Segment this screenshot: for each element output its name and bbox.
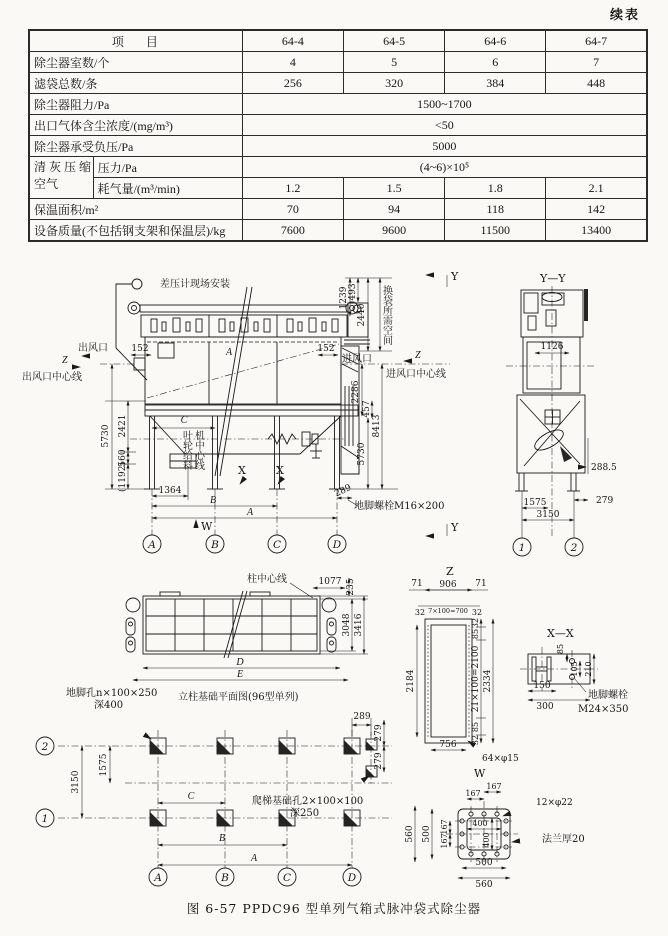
- dim-85-a: 85: [471, 628, 480, 640]
- cell: 118: [445, 199, 546, 220]
- dim-457: 457: [362, 400, 372, 418]
- dim-152-left: 152: [131, 344, 149, 354]
- dim-105: 105: [570, 661, 579, 677]
- anchor-hole-note: 地脚孔n×100×250: [66, 688, 158, 699]
- dim-5730-left: 5730: [101, 424, 111, 448]
- feeder-centerline-2: 机中心线: [192, 430, 204, 470]
- cell: 7600: [242, 220, 343, 242]
- dim-493: 493: [348, 283, 358, 301]
- cell: 13400: [546, 220, 647, 242]
- dim-1126: 1126: [540, 342, 564, 352]
- dim-C-found: C: [187, 791, 195, 802]
- cell: 2.1: [546, 178, 647, 199]
- yy-title: Y—Y: [540, 272, 566, 285]
- w-detail-view: [405, 767, 585, 890]
- inlet-centerline-label: 进风口中心线: [386, 369, 446, 380]
- dim-71-right: 71: [475, 579, 487, 589]
- dim-300: 300: [536, 702, 554, 712]
- dim-2286: 2286: [351, 380, 361, 404]
- ladder-hole-note: 爬梯基础孔2×100×100: [252, 796, 364, 807]
- row-label: 出口气体含尘浓度/(mg/m³): [29, 115, 242, 136]
- dim-8413: 8413: [372, 414, 382, 438]
- anchor-bolt-label: 地脚螺栓: [588, 690, 628, 701]
- footings: [150, 738, 377, 826]
- group-label: [29, 157, 93, 199]
- dim-A-top: A: [226, 347, 233, 358]
- column-bubble-B: B: [211, 539, 219, 551]
- row-bubble-1: 1: [41, 813, 49, 825]
- dim-7x100: 7×100=700: [428, 607, 468, 615]
- continued-table-label: 续表: [609, 7, 640, 22]
- dim-279a: 279: [374, 724, 384, 742]
- axis-bubble-2: 2: [570, 542, 578, 554]
- cell: 11500: [445, 220, 546, 242]
- cell: 6: [445, 52, 546, 73]
- cell-span: <50: [242, 115, 647, 136]
- x-section-mark-2: X: [276, 464, 284, 477]
- header-64-6: 64-6: [445, 30, 546, 52]
- sub-label: 压力/Pa: [93, 157, 242, 178]
- cell-span: 5000: [242, 136, 647, 157]
- dim-1575: 1575: [523, 498, 547, 508]
- dim-1575-found: 1575: [99, 753, 109, 777]
- dim-400-v: 400: [482, 832, 491, 848]
- table-row: [29, 52, 647, 73]
- dim-167-top1: 167: [465, 789, 481, 798]
- cell: 94: [344, 199, 445, 220]
- row-label: 除尘器室数/个: [29, 52, 242, 73]
- row-bubble-2: 2: [41, 741, 49, 753]
- cell: 1.5: [344, 178, 445, 199]
- dim-560: 560: [118, 449, 128, 467]
- table-row: [29, 136, 647, 157]
- col-bubble-C: C: [282, 872, 292, 884]
- table-row: [29, 199, 647, 220]
- cell: 1.8: [445, 178, 546, 199]
- xx-section-view: [520, 627, 628, 715]
- dim-167-left2: 167: [440, 833, 449, 849]
- cell: 1.2: [242, 178, 343, 199]
- z-mark-left: Z: [62, 355, 68, 366]
- cell: 320: [344, 73, 445, 94]
- table-row: [29, 220, 647, 242]
- dim-560-left: 560: [405, 825, 415, 843]
- table-row: [29, 178, 647, 199]
- z-title: Z: [446, 565, 454, 578]
- dim-2421: 2421: [118, 414, 128, 438]
- cell: 384: [445, 73, 546, 94]
- dim-E: E: [236, 669, 244, 680]
- col-bubble-D: D: [347, 872, 357, 884]
- figure-caption: 图 6-57 PPDC96 型单列气箱式脉冲袋式除尘器: [186, 901, 482, 916]
- table-row: [29, 73, 647, 94]
- cell: 7: [546, 52, 647, 73]
- col-bubble-A: A: [154, 872, 162, 884]
- anchor-hole-depth: 深400: [94, 700, 124, 711]
- plan-caption: 立柱基础平面图(96型单列): [178, 692, 299, 703]
- row-label: 除尘器承受负压/Pa: [29, 136, 242, 157]
- foundation-plan-view: [36, 686, 392, 886]
- bag-space-label: 换袋所需空间: [380, 285, 392, 345]
- row-label: 滤袋总数/条: [29, 73, 242, 94]
- dim-2334: 2334: [483, 669, 493, 693]
- dim-B: B: [209, 495, 217, 506]
- dim-1364: 1364: [158, 486, 182, 496]
- header-64-5: 64-5: [344, 30, 445, 52]
- dim-279b: 279: [374, 752, 384, 770]
- anchor-bolt-size: M24×350: [578, 704, 629, 715]
- flange-thickness: 法兰厚20: [542, 834, 585, 845]
- dim-400-h: 400: [472, 819, 488, 828]
- cell: 142: [546, 199, 647, 220]
- table-row: [29, 94, 647, 115]
- column-centerline-label: 柱中心线: [247, 574, 287, 585]
- column-bubble-D: D: [332, 539, 342, 551]
- dim-85-xx: 85: [556, 643, 565, 655]
- bolt-holes-64: 64×φ15: [482, 754, 519, 764]
- y-mark-bottom: Y: [451, 521, 459, 534]
- dim-A-bottom: A: [246, 507, 254, 518]
- dim-500-left: 500: [422, 825, 432, 843]
- dim-288.5: 288.5: [591, 463, 617, 473]
- dim-32-b: 32: [471, 608, 483, 617]
- dim-3150: 3150: [536, 510, 560, 520]
- dim-1239: 1239: [339, 286, 349, 310]
- group-label-line2: 空气: [34, 177, 59, 191]
- dim-152-right: 152: [317, 344, 335, 354]
- dim-1192: (1192): [118, 462, 128, 492]
- cell-span: 1500~1700: [242, 94, 647, 115]
- cell: 9600: [344, 220, 445, 242]
- front-view: [22, 270, 459, 553]
- dim-A-found: A: [250, 853, 258, 864]
- w-title: W: [474, 767, 486, 780]
- dim-C: C: [180, 415, 188, 426]
- dim-150: 150: [533, 681, 551, 691]
- dim-3416: 3416: [354, 613, 364, 637]
- dim-235: 235: [346, 578, 356, 596]
- group-label-line1: 清 灰 压 缩: [34, 160, 92, 174]
- bolt-holes-12: 12×φ22: [536, 798, 573, 808]
- dim-167-left1: 167: [440, 819, 449, 835]
- roof-plan-view: [126, 572, 368, 703]
- row-label: 除尘器阻力/Pa: [29, 94, 242, 115]
- dim-756: 756: [439, 740, 457, 750]
- y-mark-top: Y: [451, 270, 459, 283]
- outlet-label: 出风口: [78, 343, 108, 354]
- xx-title: X—X: [547, 627, 574, 640]
- dim-1077: 1077: [318, 577, 342, 587]
- dim-3048: 3048: [342, 613, 352, 637]
- spec-table: [28, 29, 648, 242]
- dim-289: 289: [333, 483, 354, 500]
- support-legs: [144, 416, 345, 489]
- dim-210: 210: [584, 661, 593, 677]
- dim-32-d: 32: [471, 734, 480, 746]
- dim-5730-right: 5730: [357, 442, 367, 466]
- row-label: 保温面积/m²: [29, 199, 242, 220]
- dim-560-bottom: 560: [475, 880, 493, 890]
- header-64-4: 64-4: [242, 30, 343, 52]
- column-bubble-C: C: [272, 539, 282, 551]
- dim-279: 279: [596, 496, 614, 506]
- x-section-mark-1: X: [238, 464, 246, 477]
- sub-label: 耗气量/(m³/min): [93, 178, 242, 199]
- engineering-drawing: [0, 242, 668, 936]
- table-row: [29, 115, 647, 136]
- anchor-bolt-note: 地脚螺栓M16×200: [354, 501, 445, 512]
- dim-2184: 2184: [406, 669, 416, 693]
- inlet-label: 进风口: [342, 354, 372, 365]
- header-item: 项 目: [29, 30, 242, 52]
- table-header-row: [29, 30, 647, 52]
- w-mark: W: [201, 520, 213, 533]
- yy-section-view: [506, 272, 617, 556]
- dim-500-bottom: 500: [475, 858, 493, 868]
- ladder-hole-depth: 深250: [290, 808, 320, 819]
- dim-85-b: 85: [471, 721, 480, 733]
- axis-bubble-1: 1: [518, 542, 526, 554]
- table-row: [29, 157, 647, 178]
- cell: 70: [242, 199, 343, 220]
- dim-32-c: 32: [471, 617, 480, 629]
- dim-21x100: 21×100=2100: [471, 645, 481, 713]
- dim-906: 906: [439, 580, 457, 590]
- gauge-note: 差压计现场安装: [160, 279, 230, 290]
- header-64-7: 64-7: [546, 30, 647, 52]
- dim-D: D: [236, 657, 244, 668]
- cell: 5: [344, 52, 445, 73]
- z-detail-view: [406, 565, 519, 764]
- cell: 4: [242, 52, 343, 73]
- dim-2440: 2440: [357, 303, 367, 327]
- column-bubble-A: A: [148, 539, 156, 551]
- dim-32-a: 32: [414, 608, 426, 617]
- dim-71-left: 71: [411, 579, 423, 589]
- cell: 448: [546, 73, 647, 94]
- cell: 256: [242, 73, 343, 94]
- dim-B-found: B: [218, 833, 226, 844]
- outlet-centerline-label: 出风口中心线: [22, 372, 82, 383]
- row-label: 设备质量(不包括钢支架和保温层)/kg: [29, 220, 242, 242]
- z-mark-right: Z: [415, 350, 421, 361]
- feeder-centerline-1: 叶轮给料: [180, 430, 192, 470]
- col-bubble-B: B: [221, 872, 229, 884]
- dim-3150-found: 3150: [71, 770, 81, 794]
- dim-167-top2: 167: [486, 782, 502, 791]
- dim-289-found: 289: [353, 712, 371, 722]
- cell-span: (4~6)×10⁵: [242, 157, 647, 178]
